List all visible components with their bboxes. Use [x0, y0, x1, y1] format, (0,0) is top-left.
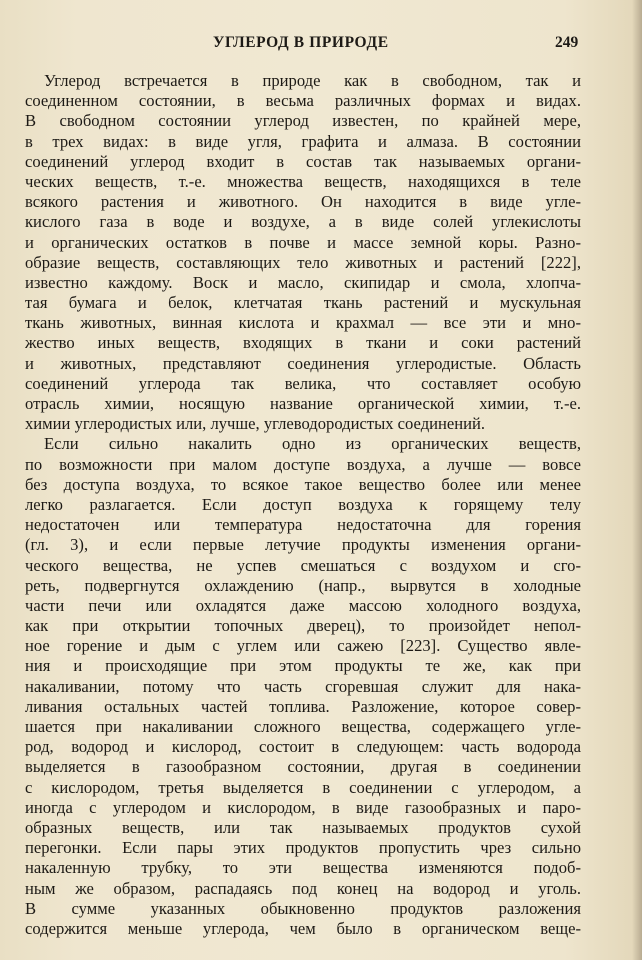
- text-line: (гл. 3), и если первые летучие продукты изменения органи-: [25, 535, 581, 555]
- text-line: недостаточен или температура недостаточна для горения: [25, 515, 581, 535]
- text-line: перегонки. Если пары этих продуктов пропустить чрез сильно: [25, 838, 581, 858]
- text-line: образных веществ, или так называемых продуктов сухой: [25, 817, 581, 837]
- text-line: и органических остатков в почве и массе земной коры. Разно-: [25, 232, 581, 252]
- text-line: отрасль химии, носящую название органической химии, т.-е.: [25, 394, 581, 413]
- text-line: реть, подвергнутся охлаждению (напр., вырвутся в холодные: [25, 575, 581, 595]
- text-line: Если сильно накалить одно из органических веществ,: [44, 434, 581, 454]
- text-line: соединенном состоянии, в весьма различных формах и видах.: [25, 91, 581, 111]
- text-line: ческих веществ, т.-е. множества веществ, находящихся в теле: [25, 171, 581, 191]
- text-line: всякого растения и животного. Он находится в виде угле-: [25, 192, 581, 212]
- body-text: [25, 71, 581, 939]
- text-line: с кислородом, третья выделяется в соединении с углеродом, а: [25, 777, 581, 797]
- text-line: части печи или охладятся даже массою холодного воздуха,: [25, 595, 581, 615]
- text-line: иногда с углеродом и кислородом, в виде газообразных и паро-: [25, 797, 581, 817]
- text-line: выделяется в газообразном состоянии, другая в соединении: [25, 757, 581, 777]
- text-line: в трех видах: в виде угля, графита и алмаза. В состоянии: [25, 131, 581, 151]
- text-line: химии углеродистых или, лучше, углеводородистых соединений.: [25, 414, 486, 434]
- text-line: ткань животных, винная кислота и крахмал — все эти и мно-: [25, 313, 581, 333]
- text-line: ное горение и дым с углем или сажею [223]. Существо явле-: [25, 636, 581, 656]
- text-line: В сумме указанных обыкновенно продуктов разложения: [25, 898, 581, 918]
- text-line: по возможности при малом доступе воздуха, а лучше — вовсе: [25, 454, 581, 474]
- text-line: накаливании, потому что часть сгоревшая служит для нака-: [25, 676, 581, 696]
- text-line: соединений углерод входит в состав так называемых органи-: [25, 151, 581, 171]
- text-line: В свободном состоянии углерод известен, по крайней мере,: [25, 111, 581, 131]
- text-line: ливания остальных частей топлива. Разложение, которое совер-: [25, 696, 581, 716]
- text-line: легко разлагается. Если доступ воздуха к горящему телу: [25, 494, 581, 514]
- text-line: кислого газа в воде и воздухе, а в виде солей углекислоты: [25, 212, 581, 232]
- text-line: известно каждому. Воск и масло, скипидар и смола, хлопча-: [25, 272, 581, 292]
- text-line: жество иных веществ, входящих в ткани и соки растений: [25, 333, 581, 353]
- text-line: как при открытии топочных дверец), то произойдет непол-: [25, 616, 581, 636]
- page-header: [0, 34, 642, 56]
- text-line: Углерод встречается в природе как в свободном, так и: [44, 71, 581, 90]
- text-line: ния и происходящие при этом продукты те же, как при: [25, 656, 581, 676]
- text-line: шается при накаливании сложного вещества, содержащего угле-: [25, 717, 581, 736]
- text-line: соединений углерода так велика, что составляет особую: [25, 373, 581, 393]
- running-head: УГЛЕРОД В ПРИРОДЕ: [213, 34, 389, 51]
- text-line: тая бумага и белок, клетчатая ткань растений и мускульная: [25, 293, 581, 313]
- text-line: ным же образом, распадаясь под конец на водород и уголь.: [25, 878, 581, 898]
- page-edge-shadow: [632, 0, 642, 960]
- text-line: содержится меньше углерода, чем было в органическом веще-: [25, 918, 581, 938]
- page-number: 249: [555, 34, 579, 51]
- text-line: накаленную трубку, то эти вещества изменяются подоб-: [25, 858, 581, 878]
- text-line: род, водород и кислород, состоит в следующем: часть водорода: [25, 737, 581, 757]
- text-line: ческого вещества, не успев смешаться с воздухом и сго-: [25, 555, 581, 575]
- text-line: образие веществ, составляющих тело животных и растений [222],: [25, 252, 581, 272]
- text-line: и животных, представляют соединения углеродистые. Область: [25, 353, 581, 373]
- text-line: без доступа воздуха, то всякое такое вещество более или менее: [25, 474, 581, 494]
